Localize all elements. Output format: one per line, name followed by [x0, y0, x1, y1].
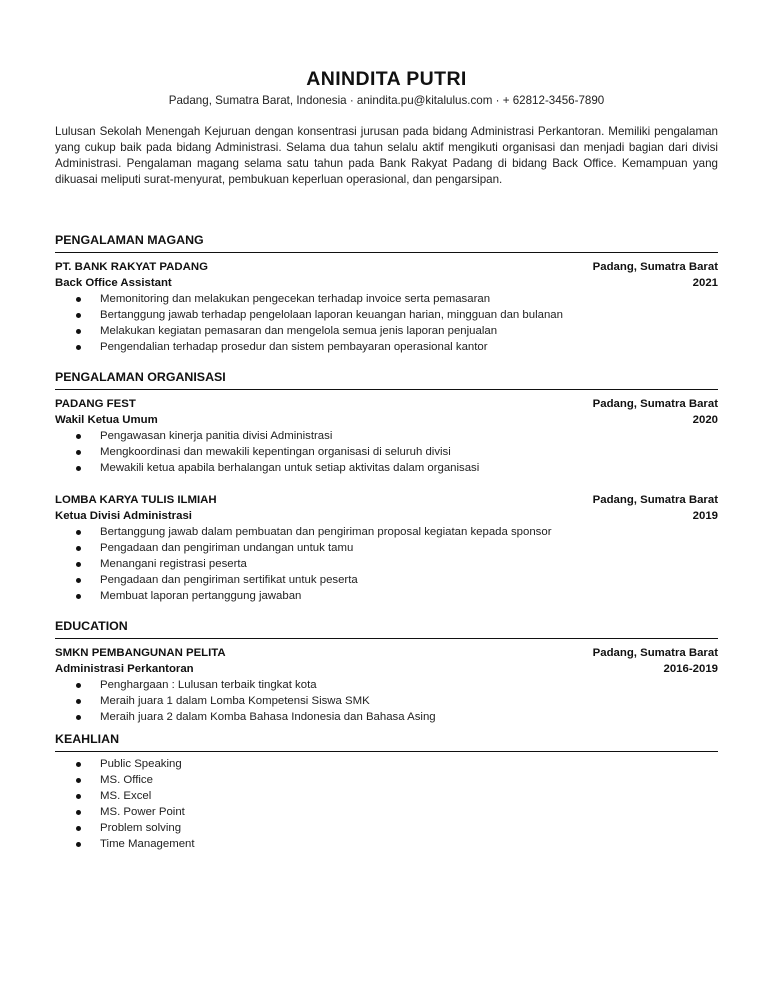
bullet-icon [76, 762, 81, 767]
list-item [55, 556, 718, 572]
list-item [55, 572, 718, 588]
list-item [55, 804, 718, 820]
bullet-icon [76, 530, 81, 535]
bullet-icon [76, 329, 81, 334]
role-title: Ketua Divisi Administrasi [55, 510, 192, 522]
bullet-list [55, 291, 718, 355]
school-name: SMKN PEMBANGUNAN PELITA [55, 647, 226, 659]
date: 2021 [692, 277, 718, 289]
skill-text: MS. Excel [100, 790, 152, 802]
organization-name: PT. BANK RAKYAT PADANG [55, 261, 208, 273]
section-title: PENGALAMAN MAGANG [55, 233, 204, 247]
contact-info: Padang, Sumatra Barat, Indonesia · anindita.pu@kitalulus.com · + 62812-3456-7890 [168, 94, 605, 107]
section-organization [55, 369, 718, 604]
bullet-text: Menangani registrasi peserta [100, 558, 247, 570]
list-item [55, 820, 718, 836]
bullet-icon [76, 794, 81, 799]
location: Padang, Sumatra Barat [592, 261, 718, 273]
bullet-icon [76, 450, 81, 455]
organization-entry [55, 492, 718, 604]
date: 2020 [692, 414, 718, 426]
education-entry [55, 645, 718, 725]
bullet-icon [76, 699, 81, 704]
bullet-icon [76, 810, 81, 815]
list-item [55, 756, 718, 772]
list-item [55, 836, 718, 852]
bullet-text: Mewakili ketua apabila berhalangan untuk setiap aktivitas dalam organisasi [100, 462, 480, 474]
location: Padang, Sumatra Barat [592, 494, 718, 506]
profile-summary: Lulusan Sekolah Menengah Kejuruan dengan konsentrasi jurusan pada bidang Administrasi Perkantoran. Memiliki pengalaman yang cukup baik pada bidang Administrasi. Selama dua tahun selalu aktif mengikuti organisasi dan menjadi bagian dari divisi Administrasi. Pengalaman magang selama satu tahun pada Bank Rakyat Padang di bidang Back Office. Kemampuan yang dikuasai meliputi surat-menyurat, pembukuan keperluan operasional, dan pengarsipan. [55, 125, 718, 186]
list-item [55, 307, 718, 323]
bullet-icon [76, 434, 81, 439]
bullet-text: Meraih juara 2 dalam Komba Bahasa Indonesia dan Bahasa Asing [100, 711, 436, 723]
list-item [55, 339, 718, 355]
list-item [55, 588, 718, 604]
list-item [55, 693, 718, 709]
section-divider [55, 389, 718, 390]
list-item [55, 540, 718, 556]
list-item [55, 677, 718, 693]
bullet-text: Pengendalian terhadap prosedur dan sistem pembayaran operasional kantor [100, 341, 488, 353]
bullet-text: Penghargaan : Lulusan terbaik tingkat kota [100, 679, 317, 691]
bullet-text: Memonitoring dan melakukan pengecekan terhadap invoice serta pemasaran [100, 293, 491, 305]
role-title: Wakil Ketua Umum [55, 414, 158, 426]
date: 2019 [692, 510, 718, 522]
role-title: Back Office Assistant [55, 277, 172, 289]
bullet-icon [76, 562, 81, 567]
bullet-icon [76, 683, 81, 688]
section-title: PENGALAMAN ORGANISASI [55, 370, 226, 384]
list-item [55, 524, 718, 540]
list-item [55, 444, 718, 460]
skills-list [55, 756, 718, 852]
list-item [55, 460, 718, 476]
bullet-icon [76, 546, 81, 551]
bullet-icon [76, 345, 81, 350]
candidate-name: ANINDITA PUTRI [306, 68, 467, 90]
organization-name: LOMBA KARYA TULIS ILMIAH [55, 494, 217, 506]
bullet-icon [76, 715, 81, 720]
experience-entry [55, 259, 718, 355]
location: Padang, Sumatra Barat [592, 647, 718, 659]
bullet-icon [76, 826, 81, 831]
bullet-text: Melakukan kegiatan pemasaran dan mengelola semua jenis laporan penjualan [100, 325, 498, 337]
bullet-text: Pengadaan dan pengiriman undangan untuk tamu [100, 542, 354, 554]
date: 2016-2019 [663, 663, 718, 675]
bullet-text: Mengkoordinasi dan mewakili kepentingan organisasi di seluruh divisi [100, 446, 451, 458]
bullet-text: Bertanggung jawab dalam pembuatan dan pengiriman proposal kegiatan kepada sponsor [100, 526, 552, 538]
bullet-list [55, 524, 718, 604]
bullet-text: Pengawasan kinerja panitia divisi Administrasi [100, 430, 333, 442]
list-item [55, 323, 718, 339]
bullet-text: Membuat laporan pertanggung jawaban [100, 590, 302, 602]
section-title: KEAHLIAN [55, 732, 120, 746]
section-divider [55, 751, 718, 752]
bullet-icon [76, 466, 81, 471]
section-title: EDUCATION [55, 619, 128, 633]
list-item [55, 709, 718, 725]
bullet-icon [76, 842, 81, 847]
bullet-icon [76, 778, 81, 783]
bullet-icon [76, 297, 81, 302]
bullet-icon [76, 578, 81, 583]
organization-entry [55, 396, 718, 476]
skill-text: MS. Power Point [100, 806, 185, 818]
skill-text: Time Management [100, 838, 195, 850]
section-divider [55, 252, 718, 253]
bullet-icon [76, 594, 81, 599]
bullet-text: Bertanggung jawab terhadap pengelolaan laporan keuangan harian, mingguan dan bulanan [100, 309, 563, 321]
major: Administrasi Perkantoran [55, 663, 194, 675]
bullet-text: Meraih juara 1 dalam Lomba Kompetensi Siswa SMK [100, 695, 370, 707]
bullet-list [55, 677, 718, 725]
location: Padang, Sumatra Barat [592, 398, 718, 410]
organization-name: PADANG FEST [55, 398, 136, 410]
section-internship [55, 232, 718, 355]
list-item [55, 772, 718, 788]
section-divider [55, 638, 718, 639]
list-item [55, 788, 718, 804]
section-education [55, 618, 718, 725]
section-skills [55, 731, 718, 852]
list-item [55, 291, 718, 307]
skill-text: MS. Office [100, 774, 153, 786]
bullet-list [55, 428, 718, 476]
skill-text: Problem solving [100, 822, 182, 834]
skill-text: Public Speaking [100, 758, 182, 770]
bullet-icon [76, 313, 81, 318]
list-item [55, 428, 718, 444]
bullet-text: Pengadaan dan pengiriman sertifikat untuk peserta [100, 574, 358, 586]
